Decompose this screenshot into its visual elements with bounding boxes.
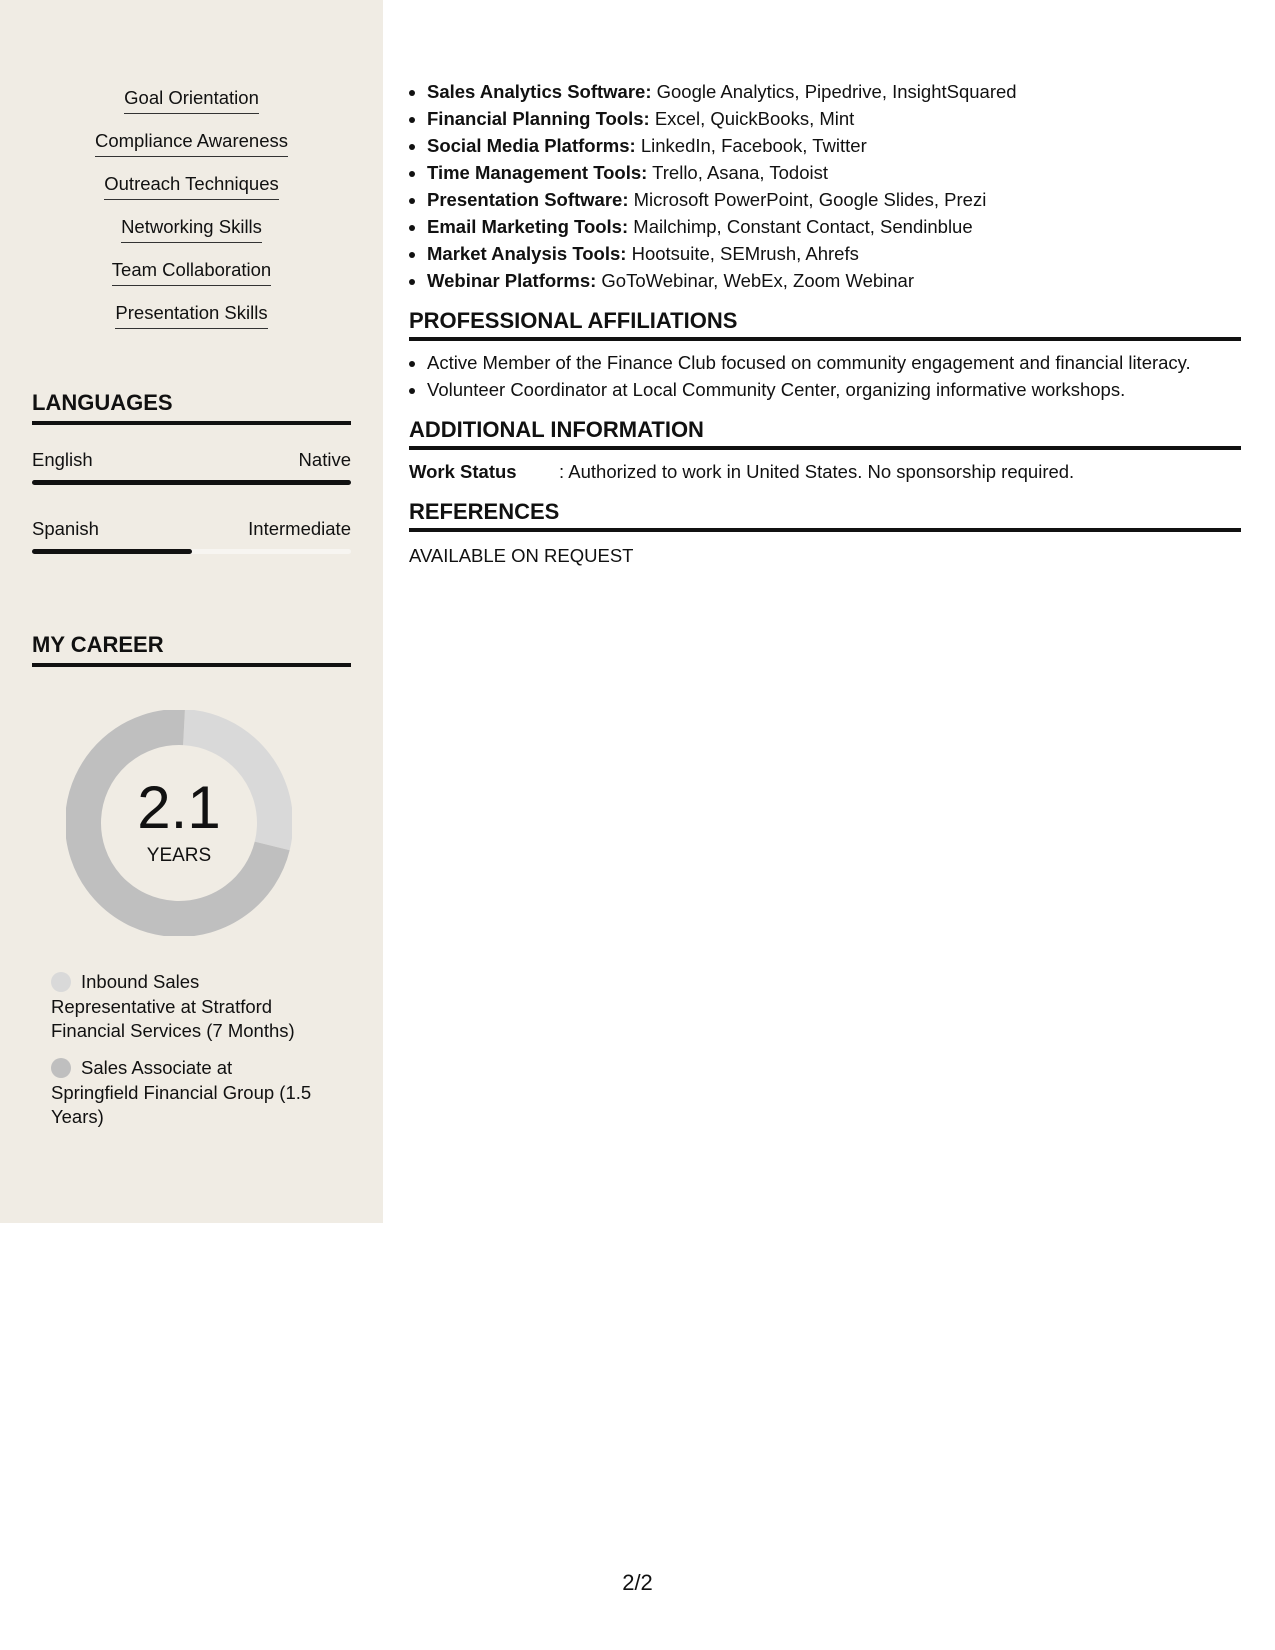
tool-value: GoToWebinar, WebEx, Zoom Webinar [601, 270, 915, 291]
language-bar-fill [32, 480, 351, 485]
skill-item [0, 301, 383, 344]
language-row [32, 449, 351, 471]
skill-label: Goal Orientation [124, 86, 259, 114]
work-status-value: : Authorized to work in United States. No sponsorship required. [559, 461, 1075, 482]
language-bar-fill [32, 549, 192, 554]
career-heading: MY CAREER [32, 632, 351, 667]
list-item [427, 186, 1241, 213]
language-level: Intermediate [248, 518, 351, 539]
skill-label: Networking Skills [121, 215, 262, 243]
career-legend-item [51, 1056, 321, 1130]
references-heading: REFERENCES [409, 499, 1241, 532]
tool-label: Webinar Platforms: [427, 270, 597, 291]
tool-value: Trello, Asana, Todoist [652, 162, 828, 183]
skill-item [0, 129, 383, 172]
list-item [427, 78, 1241, 105]
language-name: English [32, 449, 93, 470]
work-status-label: Work Status [409, 461, 517, 482]
skill-item [0, 215, 383, 258]
tool-label: Sales Analytics Software: [427, 81, 652, 102]
list-item: • Volunteer Coordinator at Local Community Center, organizing informative workshops. [427, 376, 1241, 403]
references-text: AVAILABLE ON REQUEST [409, 545, 634, 566]
tool-value: Mailchimp, Constant Contact, Sendinblue [633, 216, 973, 237]
tool-label: Presentation Software: [427, 189, 629, 210]
skill-label: Presentation Skills [115, 301, 267, 329]
career-legend-label: Sales Associate at Springfield Financial Group (1.5 Years) [51, 1057, 312, 1127]
affiliations-heading: PROFESSIONAL AFFILIATIONS [409, 308, 1241, 341]
skill-label: Compliance Awareness [95, 129, 288, 157]
list-item [427, 213, 1241, 240]
list-item [427, 105, 1241, 132]
list-item: • Active Member of the Finance Club focused on community engagement and financial literacy. [427, 349, 1241, 376]
tools-list [409, 78, 1241, 294]
tool-label: Email Marketing Tools: [427, 216, 629, 237]
tool-value: Excel, QuickBooks, Mint [654, 108, 855, 129]
list-item [427, 267, 1241, 294]
language-row [32, 518, 351, 540]
tool-value: LinkedIn, Facebook, Twitter [640, 135, 867, 156]
languages-heading: LANGUAGES [32, 390, 351, 425]
language-level: Native [298, 449, 351, 470]
list-item [427, 132, 1241, 159]
tool-value: Google Analytics, Pipedrive, InsightSquared [656, 81, 1017, 102]
tool-label: Financial Planning Tools: [427, 108, 650, 129]
skill-item [0, 172, 383, 215]
tool-label: Time Management Tools: [427, 162, 648, 183]
language-bar [32, 549, 351, 554]
language-bar [32, 480, 351, 485]
skill-item [0, 86, 383, 129]
additional-info-heading: ADDITIONAL INFORMATION [409, 417, 1241, 450]
skill-item [0, 258, 383, 301]
career-total-value: 2.1 [137, 774, 221, 841]
list-item [427, 159, 1241, 186]
legend-dot-icon [51, 1058, 71, 1078]
tool-label: Social Media Platforms: [427, 135, 636, 156]
career-legend-item [51, 970, 321, 1044]
skill-label: Outreach Techniques [104, 172, 279, 200]
legend-dot-icon [51, 972, 71, 992]
tool-value: Microsoft PowerPoint, Google Slides, Prezi [633, 189, 987, 210]
tool-label: Market Analysis Tools: [427, 243, 627, 264]
sidebar [0, 0, 383, 1223]
career-legend-label: Inbound Sales Representative at Stratford Financial Services (7 Months) [51, 971, 295, 1041]
language-name: Spanish [32, 518, 99, 539]
main-content [409, 78, 1241, 569]
list-item [427, 240, 1241, 267]
career-total-unit: YEARS [146, 845, 212, 866]
skills-list [0, 86, 383, 344]
work-status-row [409, 458, 1241, 485]
affiliations-list [409, 349, 1241, 403]
tool-value: Hootsuite, SEMrush, Ahrefs [631, 243, 859, 264]
skill-label: Team Collaboration [112, 258, 271, 286]
page-number: 2/2 [622, 1570, 653, 1595]
